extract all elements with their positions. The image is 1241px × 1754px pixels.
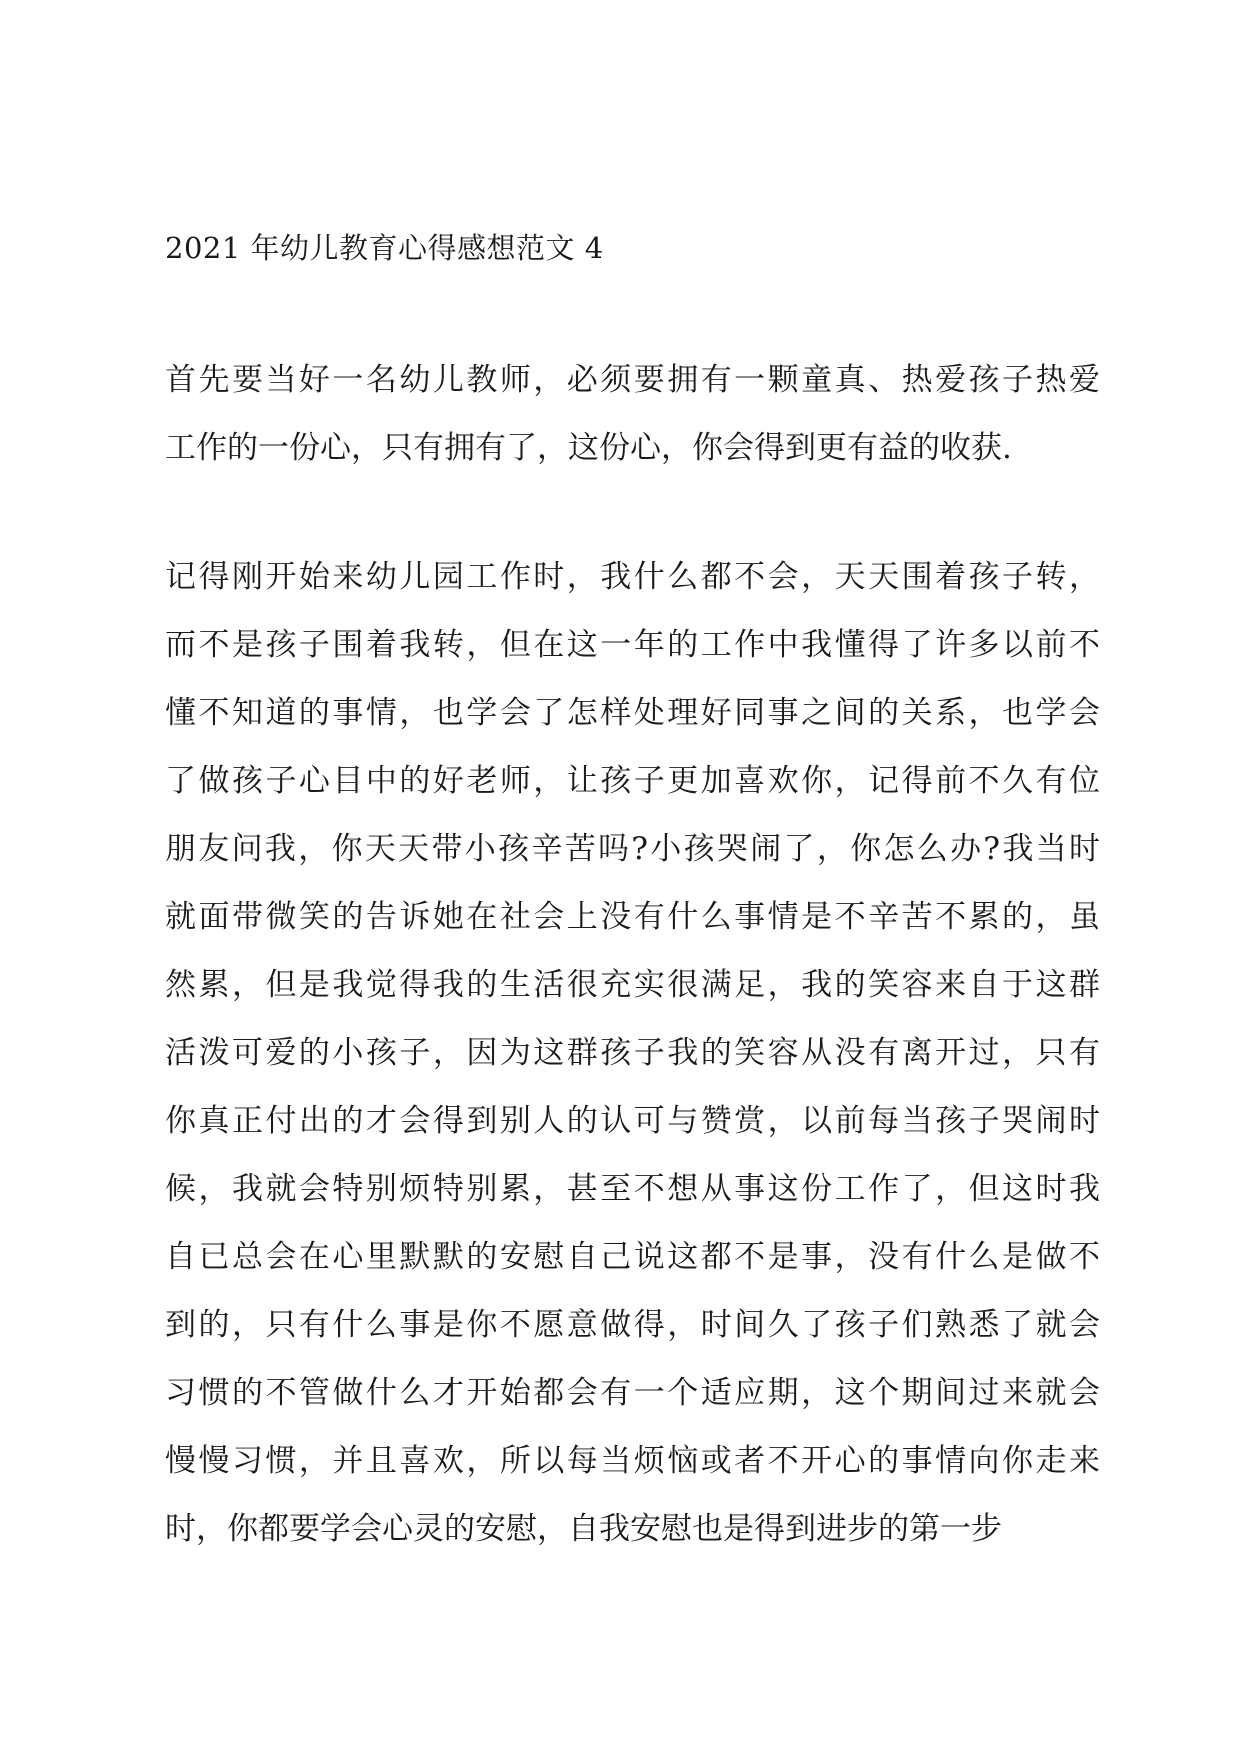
text-line: 就面带微笑的告诉她在社会上没有什么事情是不辛苦不累的，虽 (165, 899, 1100, 935)
text-line: 而不是孩子围着我转，但在这一年的工作中我懂得了许多以前不 (165, 627, 1100, 663)
text-line: 习惯的不管做什么才开始都会有一个适应期，这个期间过来就会 (165, 1375, 1100, 1411)
text-line: 首先要当好一名幼儿教师，必须要拥有一颗童真、热爱孩子热爱 (165, 362, 1100, 398)
document-title: 2021 年幼儿教育心得感想范文 4 (165, 231, 604, 265)
text-line: 了做孩子心目中的好老师，让孩子更加喜欢你，记得前不久有位 (165, 763, 1100, 799)
text-line: 时，你都要学会心灵的安慰，自我安慰也是得到进步的第一步 (165, 1511, 1002, 1547)
paragraph-body (165, 543, 1100, 1563)
text-line: 候，我就会特别烦特别累，甚至不想从事这份工作了，但这时我 (165, 1171, 1100, 1207)
text-line: 记得刚开始来幼儿园工作时，我什么都不会，天天围着孩子转， (165, 559, 1100, 595)
text-line: 懂不知道的事情，也学会了怎样处理好同事之间的关系，也学会 (165, 695, 1100, 731)
text-line: 慢慢习惯，并且喜欢，所以每当烦恼或者不开心的事情向你走来 (165, 1443, 1100, 1479)
text-line: 自已总会在心里默默的安慰自己说这都不是事，没有什么是做不 (165, 1239, 1100, 1275)
text-line: 活泼可爱的小孩子，因为这群孩子我的笑容从没有离开过，只有 (165, 1035, 1100, 1071)
text-line: 你真正付出的才会得到别人的认可与赞赏，以前每当孩子哭闹时 (165, 1103, 1100, 1139)
text-line: 工作的一份心，只有拥有了，这份心，你会得到更有益的收获. (165, 430, 1012, 466)
text-line: 然累，但是我觉得我的生活很充实很满足，我的笑容来自于这群 (165, 967, 1100, 1003)
text-line: 朋友问我，你天天带小孩辛苦吗?小孩哭闹了，你怎么办?我当时 (165, 831, 1100, 867)
paragraph-intro (165, 346, 1100, 482)
text-line: 到的，只有什么事是你不愿意做得，时间久了孩子们熟悉了就会 (165, 1307, 1100, 1343)
